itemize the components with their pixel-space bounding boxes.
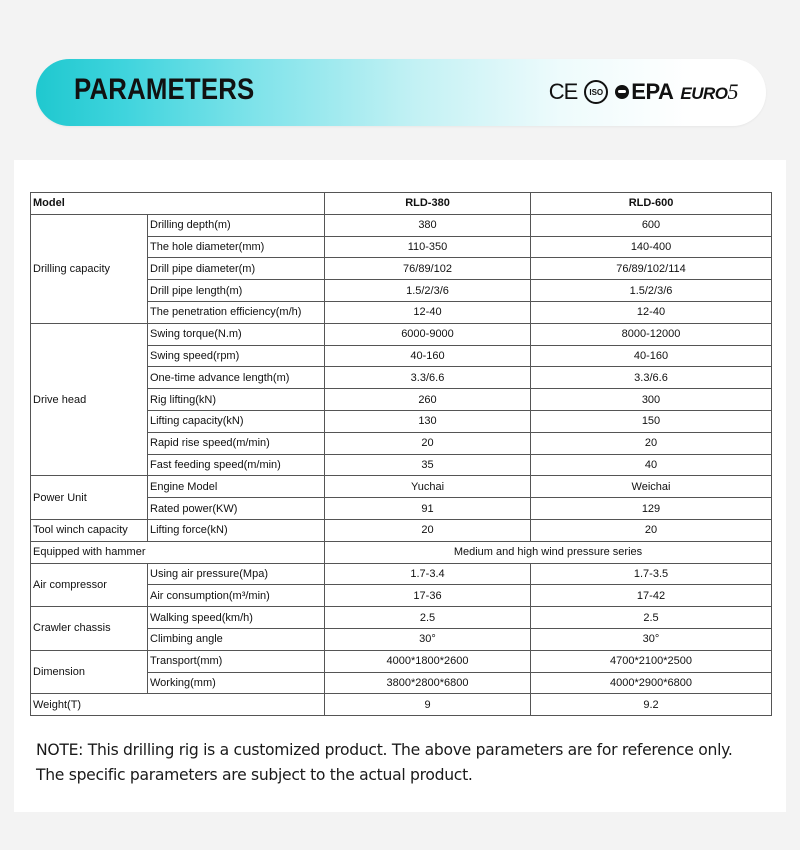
group-label-cell: Tool winch capacity xyxy=(31,519,148,541)
epa-globe-icon xyxy=(615,85,629,99)
parameter-name-cell: Walking speed(km/h) xyxy=(148,607,325,629)
rld-380-value-cell: 3800*2800*6800 xyxy=(325,672,531,694)
rld-380-weight-cell: 9 xyxy=(325,694,531,716)
group-label-cell: Air compressor xyxy=(31,563,148,607)
rld-380-value-cell: 40-160 xyxy=(325,345,531,367)
rld-600-weight-cell: 9.2 xyxy=(531,694,772,716)
table-row xyxy=(31,694,772,716)
parameter-name-cell: Drill pipe length(m) xyxy=(148,280,325,302)
parameter-name-cell: Rig lifting(kN) xyxy=(148,389,325,411)
table-row xyxy=(31,650,772,672)
rld-380-value-cell: 91 xyxy=(325,498,531,520)
rld-380-value-cell: 35 xyxy=(325,454,531,476)
note-text xyxy=(36,738,776,788)
rld-600-value-cell: 1.7-3.5 xyxy=(531,563,772,585)
rld-600-value-cell: 150 xyxy=(531,410,772,432)
rld-600-value-cell: 1.5/2/3/6 xyxy=(531,280,772,302)
hammer-label-cell: Equipped with hammer xyxy=(31,541,325,563)
table-row xyxy=(31,519,772,541)
group-label-cell: Drive head xyxy=(31,323,148,476)
rld-600-value-cell: 12-40 xyxy=(531,301,772,323)
table-header-row xyxy=(31,193,772,215)
euro5-mark-icon xyxy=(680,79,738,105)
parameters-banner xyxy=(36,59,766,126)
parameters-table-body xyxy=(31,193,772,716)
rld-600-value-cell: 2.5 xyxy=(531,607,772,629)
parameter-name-cell: Fast feeding speed(m/min) xyxy=(148,454,325,476)
rld-600-value-cell: 4700*2100*2500 xyxy=(531,650,772,672)
rld-380-value-cell: 76/89/102 xyxy=(325,258,531,280)
parameter-name-cell: Rated power(KW) xyxy=(148,498,325,520)
rld-380-value-cell: Yuchai xyxy=(325,476,531,498)
rld-380-value-cell: 260 xyxy=(325,389,531,411)
rld-380-value-cell: 20 xyxy=(325,519,531,541)
euro-number: 5 xyxy=(727,79,738,104)
group-label-cell: Crawler chassis xyxy=(31,607,148,651)
rld-380-value-cell: 4000*1800*2600 xyxy=(325,650,531,672)
note-line-2: The specific parameters are subject to the actual product. xyxy=(36,766,473,784)
group-label-cell: Drilling capacity xyxy=(31,214,148,323)
table-row xyxy=(31,541,772,563)
rld-380-value-cell: 130 xyxy=(325,410,531,432)
parameter-name-cell: Air consumption(m³/min) xyxy=(148,585,325,607)
header-model-cell: Model xyxy=(31,193,325,215)
rld-380-value-cell: 380 xyxy=(325,214,531,236)
table-row xyxy=(31,323,772,345)
ce-mark-icon: CE xyxy=(548,79,578,104)
header-rld-600-cell: RLD-600 xyxy=(531,193,772,215)
parameter-name-cell: Transport(mm) xyxy=(148,650,325,672)
parameters-table xyxy=(30,192,772,716)
parameter-name-cell: The hole diameter(mm) xyxy=(148,236,325,258)
table-row xyxy=(31,563,772,585)
parameter-name-cell: Swing speed(rpm) xyxy=(148,345,325,367)
rld-380-value-cell: 30° xyxy=(325,628,531,650)
parameter-name-cell: Climbing angle xyxy=(148,628,325,650)
rld-380-value-cell: 17-36 xyxy=(325,585,531,607)
rld-380-value-cell: 3.3/6.6 xyxy=(325,367,531,389)
rld-600-value-cell: 30° xyxy=(531,628,772,650)
parameter-name-cell: Drilling depth(m) xyxy=(148,214,325,236)
rld-380-value-cell: 110-350 xyxy=(325,236,531,258)
parameter-name-cell: Lifting capacity(kN) xyxy=(148,410,325,432)
rld-600-value-cell: 600 xyxy=(531,214,772,236)
parameter-name-cell: Working(mm) xyxy=(148,672,325,694)
rld-600-value-cell: Weichai xyxy=(531,476,772,498)
parameter-name-cell: The penetration efficiency(m/h) xyxy=(148,301,325,323)
epa-mark-icon xyxy=(615,79,673,105)
page-title: PARAMETERS xyxy=(74,73,255,106)
note-line-1: NOTE: This drilling rig is a customized product. The above parameters are for reference only. xyxy=(36,741,733,759)
rld-600-value-cell: 129 xyxy=(531,498,772,520)
parameter-name-cell: Using air pressure(Mpa) xyxy=(148,563,325,585)
rld-600-value-cell: 40 xyxy=(531,454,772,476)
parameter-name-cell: One-time advance length(m) xyxy=(148,367,325,389)
group-label-cell: Power Unit xyxy=(31,476,148,520)
rld-380-value-cell: 1.5/2/3/6 xyxy=(325,280,531,302)
iso-mark-icon: ISO xyxy=(584,80,608,104)
rld-600-value-cell: 20 xyxy=(531,519,772,541)
euro-label: EURO xyxy=(680,84,728,103)
epa-label: EPA xyxy=(631,79,674,104)
rld-380-value-cell: 20 xyxy=(325,432,531,454)
rld-380-value-cell: 12-40 xyxy=(325,301,531,323)
rld-380-value-cell: 1.7-3.4 xyxy=(325,563,531,585)
table-row xyxy=(31,214,772,236)
rld-600-value-cell: 4000*2900*6800 xyxy=(531,672,772,694)
table-row xyxy=(31,476,772,498)
rld-600-value-cell: 300 xyxy=(531,389,772,411)
parameter-name-cell: Swing torque(N.m) xyxy=(148,323,325,345)
parameter-name-cell: Rapid rise speed(m/min) xyxy=(148,432,325,454)
rld-600-value-cell: 20 xyxy=(531,432,772,454)
rld-600-value-cell: 40-160 xyxy=(531,345,772,367)
parameter-name-cell: Engine Model xyxy=(148,476,325,498)
rld-600-value-cell: 8000-12000 xyxy=(531,323,772,345)
certification-logos xyxy=(549,79,738,105)
parameter-name-cell: Lifting force(kN) xyxy=(148,519,325,541)
rld-600-value-cell: 76/89/102/114 xyxy=(531,258,772,280)
rld-600-value-cell: 3.3/6.6 xyxy=(531,367,772,389)
header-rld-380-cell: RLD-380 xyxy=(325,193,531,215)
rld-600-value-cell: 17-42 xyxy=(531,585,772,607)
parameter-name-cell: Drill pipe diameter(m) xyxy=(148,258,325,280)
rld-380-value-cell: 2.5 xyxy=(325,607,531,629)
rld-380-value-cell: 6000-9000 xyxy=(325,323,531,345)
hammer-value-cell: Medium and high wind pressure series xyxy=(325,541,772,563)
table-row xyxy=(31,607,772,629)
group-label-cell: Dimension xyxy=(31,650,148,694)
weight-label-cell: Weight(T) xyxy=(31,694,325,716)
rld-600-value-cell: 140-400 xyxy=(531,236,772,258)
